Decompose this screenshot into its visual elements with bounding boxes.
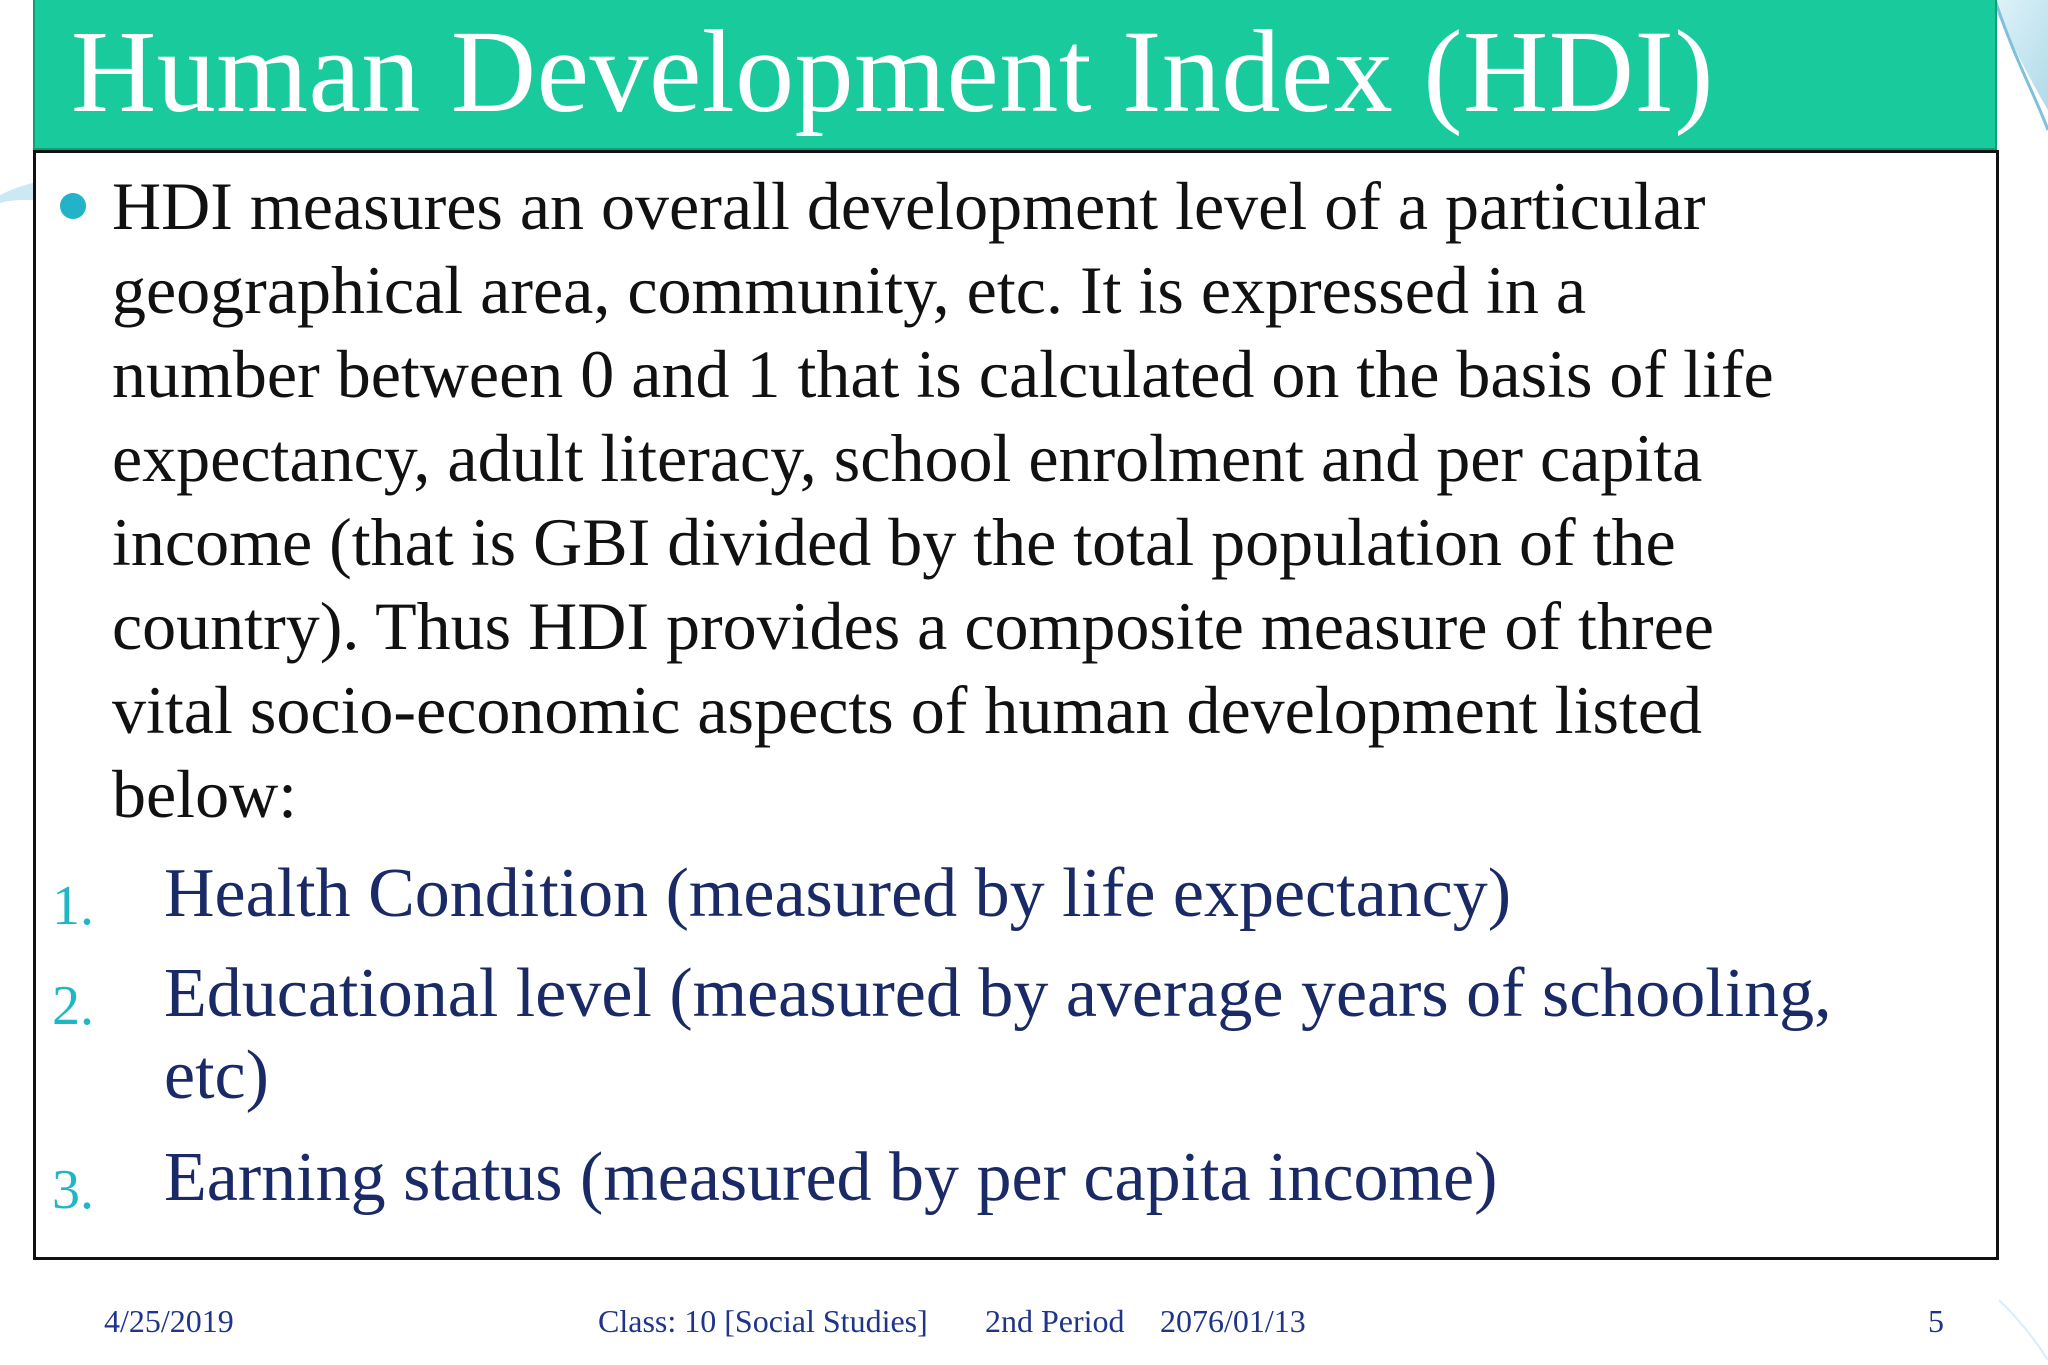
list-item-health: Health Condition (measured by life expectancy) [164, 855, 1512, 932]
slide-title: Human Development Index (HDI) [71, 6, 1715, 137]
list-item-education-continued: etc) [164, 1037, 269, 1114]
footer-nepali-date: 2076/01/13 [1160, 1303, 1306, 1339]
footer-class-info: Class: 10 [Social Studies] [598, 1303, 928, 1339]
list-item-earning: Earning status (measured by per capita income) [164, 1139, 1498, 1216]
bullet-dot-icon [60, 193, 86, 219]
list-number: 1. [52, 875, 94, 937]
paragraph-line: vital socio-economic aspects of human development listed [112, 672, 1702, 748]
slide-number: 5 [1928, 1303, 1944, 1339]
paragraph-line: below: [112, 756, 298, 832]
footer-period: 2nd Period [985, 1303, 1125, 1339]
list-item-education: Educational level (measured by average years of schooling, [164, 955, 1832, 1032]
paragraph-line: number between 0 and 1 that is calculated on the basis of life [112, 336, 1774, 412]
list-number: 3. [52, 1159, 94, 1221]
paragraph-line: expectancy, adult literacy, school enrolment and per capita [112, 420, 1703, 496]
title-bar [33, 0, 1997, 150]
paragraph-line: HDI measures an overall development level of a particular [112, 168, 1706, 244]
footer-date: 4/25/2019 [104, 1303, 234, 1339]
list-number: 2. [52, 975, 94, 1037]
paragraph-line: country). Thus HDI provides a composite measure of three [112, 588, 1714, 664]
paragraph-line: geographical area, community, etc. It is expressed in a [112, 252, 1587, 328]
paragraph-line: income (that is GBI divided by the total population of the [112, 504, 1676, 580]
